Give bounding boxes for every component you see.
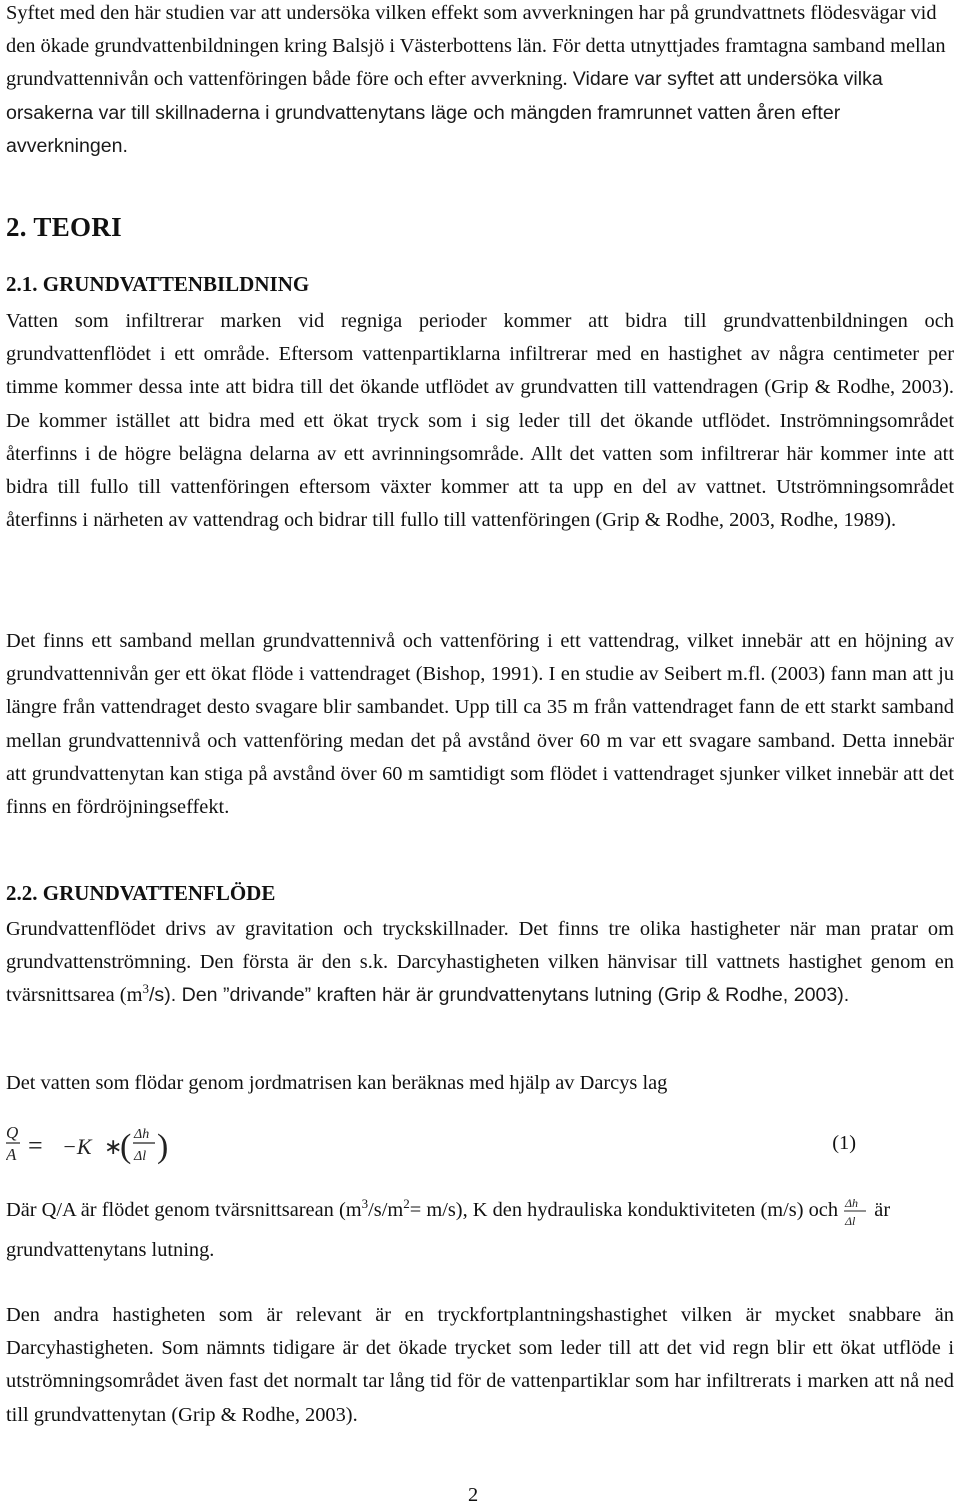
- equation-number: (1): [832, 1132, 856, 1154]
- page-number: 2: [468, 1484, 479, 1506]
- equation-delta-h: Δh: [134, 1127, 150, 1142]
- paragraph-tryckfortplantning: Den andra hastigheten som är relevant är en tryckfortplantningshastighet vilken är mycket snabbare än Darcyhastigheten. Som nämnts tidigare är det ökade trycket som leder till att det vid regn blir ett ökat utflöde i utströmningsområdet även fast det normalt tar lång tid för de vattenpartiklar som har infiltrerats i marken att nå ned till grundvattenytan (Grip & Rodhe, 2003).: [6, 1304, 954, 1426]
- equation-minus-K: −K: [62, 1134, 92, 1159]
- paragraph-grundvattenbildning-2: Det finns ett samband mellan grundvattennivå och vattenföring i ett vattendrag, vilket innebär att en höjning av grundvattennivån ger ett ökat flöde i vattendraget (Bishop, 1991). I en studie av Seibert m.fl. (2003) fann man att ju längre från vattendraget desto svagare blir sambandet. Upp till ca 35 m från vattendraget fann de ett starkt samband mellan grundvattennivå och vattenföring medan det på avstånd över 60 m var ett svagare samband. Detta innebär att grundvattenytan kan stiga på avstånd över 60 m samtidigt som flödet i vattendraget sjunker vilket innebär att det finns en fördröjningseffekt.: [6, 630, 954, 819]
- darcy-equation-image: [6, 1120, 176, 1168]
- intro-text-serif: Syftet med den här studien var att undersöka vilken effekt som avverkningen har på grundvattnets flödesvägar vid den ökade grundvattenbildningen kring Balsjö i Västerbottens län. För detta utnyttjades framtagna samband mellan grundvattennivån och vattenföringen både före och efter avverkning.: [6, 2, 946, 91]
- equation-Q: Q: [6, 1123, 19, 1142]
- paragraph-grundvattenflode-1: Grundvattenflödet drivs av gravitation och tryckskillnader. Det finns tre olika hastigheter när man pratar om grundvattenströmning. Den första är den s.k. Darcyhastigheten vilken hänvisar till vattnets hastighet genom en tvärsnittsarea $(m^3/s)$. Den ”drivande” kraften här är grundvattenytans lutning (Grip & Rodhe, 2003).: [6, 918, 954, 1007]
- svg-text:Δh: Δh: [845, 1196, 859, 1210]
- svg-text:Δl: Δl: [845, 1214, 856, 1228]
- equation-delta-l: Δl: [134, 1149, 147, 1164]
- intro-text-sans: Vidare var syftet att undersöka vilka orsakerna var till skillnaderna i grundvattenytans läge och mängden framrunnet vatten åren efter avverkningen.: [6, 68, 883, 157]
- heading-grundvattenbildning: 2.1. GRUNDVATTENBILDNING: [6, 272, 310, 296]
- equation-A: A: [6, 1145, 17, 1164]
- equation-equals: =: [28, 1131, 43, 1160]
- slope-fraction-image: [843, 1194, 869, 1228]
- paragraph-grundvattenbildning-1: Vatten som infiltrerar marken vid regniga perioder kommer att bidra till grundvattenbildningen och grundvattenflödet i ett område. Eftersom vattenpartiklarna infiltrerar med en hastighet av några centimeter per timme kommer dessa inte att bidra till det ökande utflödet av grundvatten till vattendragen (Grip & Rodhe, 2003). De kommer istället att bidra med ett ökat tryck som i sig leder till det ökande utflödet. Inströmningsområdet återfinns i de högre belägna delarna av ett avrinningsområde. Allt det vatten som infiltrerar här kommer inte att bidra till fullo till vattenföringen eftersom växter kommer att ta upp en del av vattnet. Utströmningsområdet återfinns i närheten av vattendrag och bidrar till fullo till vattenföringen (Grip & Rodhe, 2003, Rodhe, 1989).: [6, 310, 954, 532]
- intro-paragraph: [6, 0, 954, 163]
- heading-grundvattenflode: 2.2. GRUNDVATTENFLÖDE: [6, 881, 276, 905]
- paragraph-darcys-lag-intro: Det vatten som flödar genom jordmatrisen kan beräknas med hjälp av Darcys lag: [6, 1072, 668, 1094]
- equation-times: ∗: [104, 1134, 123, 1159]
- paragraph-darcy-explanation: Där Q/A är flödet genom tvärsnittsarean $(m^3/s/m^2= m/s)$, K den hydrauliska konduktiviteten (m/s) och Δh Δl är grundvattenytans lutning.: [6, 1196, 891, 1261]
- darcy-equation: [6, 1120, 954, 1168]
- svg-text:(: (: [120, 1128, 132, 1165]
- svg-text:): ): [157, 1128, 169, 1165]
- heading-teori: 2. TEORI: [6, 212, 122, 242]
